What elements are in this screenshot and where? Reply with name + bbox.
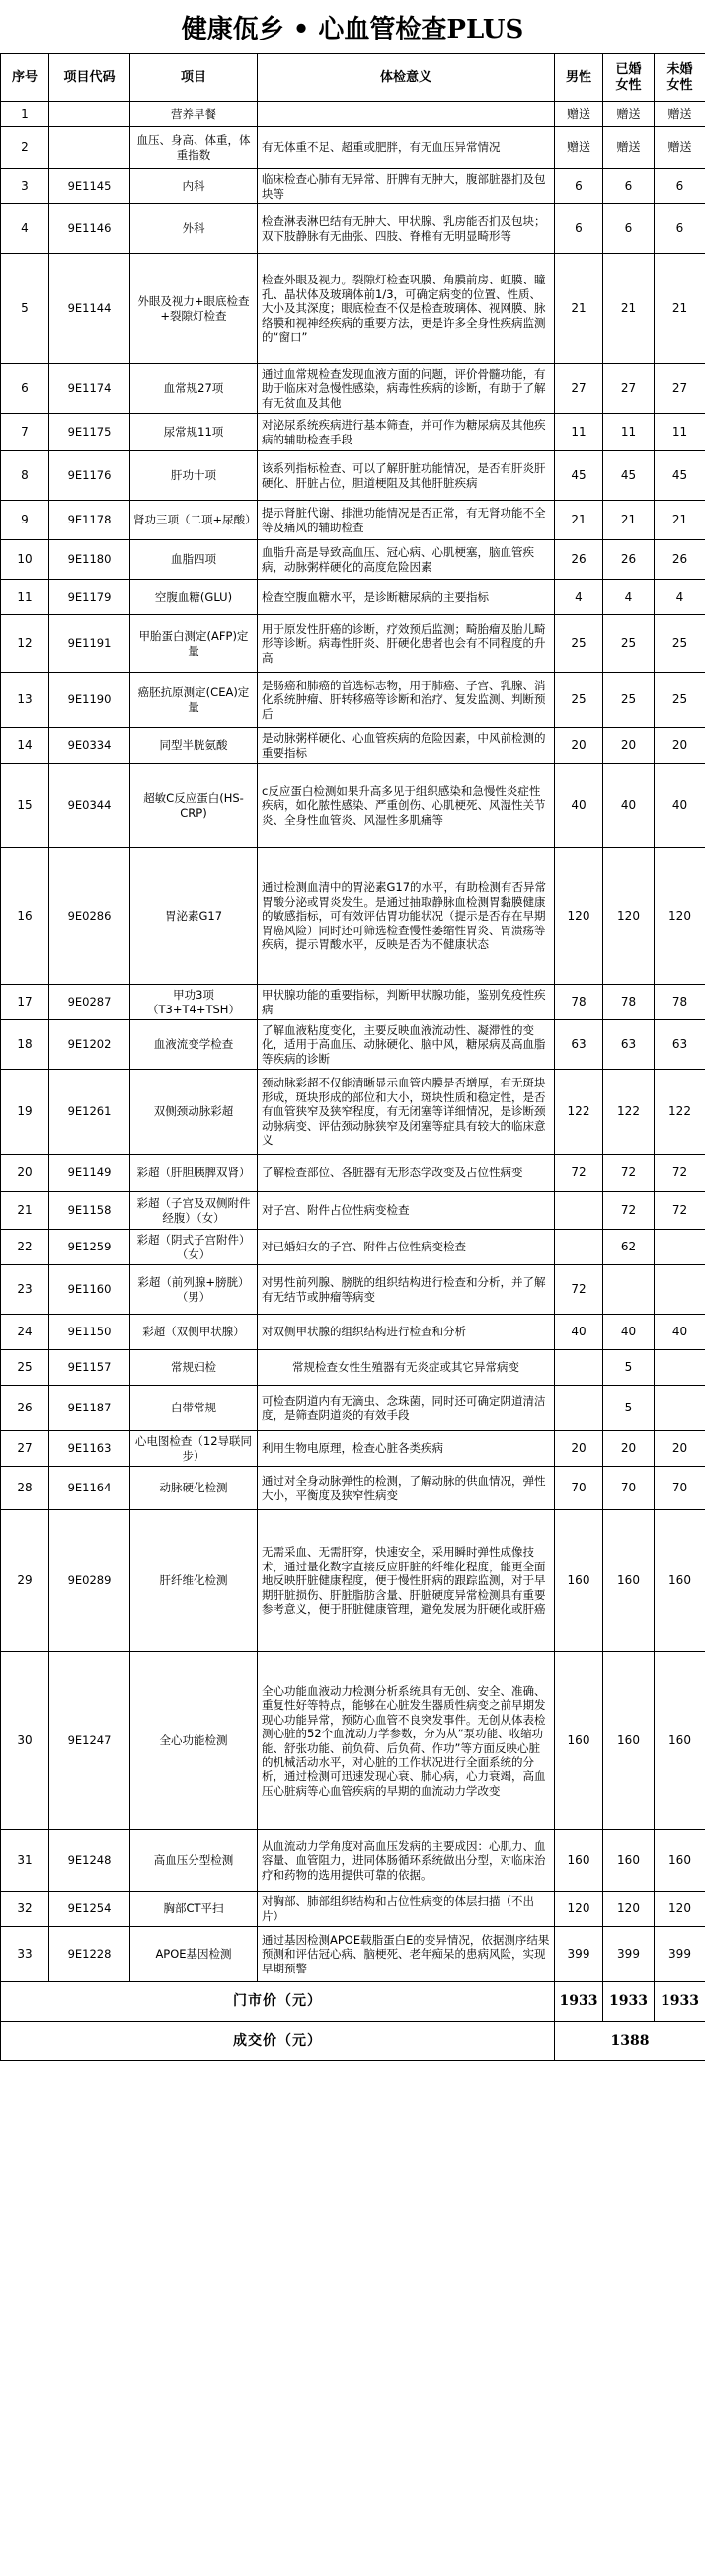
cell-male-price: 120 <box>555 1892 603 1927</box>
cell-item: 内科 <box>130 169 258 204</box>
cell-item: 甲功3项（T3+T4+TSH） <box>130 985 258 1020</box>
cell-no: 31 <box>1 1830 49 1892</box>
th-item: 项目 <box>130 54 258 102</box>
cell-unmarried-female-price: 27 <box>655 364 705 414</box>
cell-code: 9E1187 <box>49 1386 130 1431</box>
cell-item: 全心功能检测 <box>130 1652 258 1830</box>
table-row <box>1 1020 705 1070</box>
cell-item: 胃泌素G17 <box>130 848 258 985</box>
cell-item: 彩超（前列腺+膀胱）（男） <box>130 1265 258 1315</box>
cell-married-female-price: 5 <box>603 1350 655 1386</box>
cell-married-female-price: 122 <box>603 1070 655 1155</box>
cell-male-price: 20 <box>555 1431 603 1467</box>
cell-married-female-price: 21 <box>603 254 655 364</box>
door-price-married-female: 1933 <box>603 1982 655 2022</box>
cell-code: 9E1176 <box>49 451 130 501</box>
cell-married-female-price: 11 <box>603 414 655 451</box>
cell-married-female-price: 5 <box>603 1386 655 1431</box>
cell-male-price: 70 <box>555 1467 603 1510</box>
cell-married-female-price: 25 <box>603 673 655 728</box>
cell-unmarried-female-price: 63 <box>655 1020 705 1070</box>
cell-meaning: 从血流动力学角度对高血压发病的主要成因：心肌力、血容量、血管阻力，进同体肠循环系统做出分型，对临床治疗和药物的选用提供可靠的依据。 <box>258 1830 555 1892</box>
door-price-row <box>1 1982 705 2022</box>
cell-code: 9E1178 <box>49 501 130 540</box>
cell-item: 超敏C反应蛋白(HS-CRP) <box>130 764 258 848</box>
cell-married-female-price: 27 <box>603 364 655 414</box>
cell-meaning: 检查外眼及视力。裂隙灯检查巩膜、角膜前房、虹膜、瞳孔、晶状体及玻璃体前1/3，可确定病变的位置、性质、大小及其深度；眼底检查不仅是检查玻璃体、视网膜、脉络膜和视神经疾病的重要方法，更是许多全身性疾病监测的“窗口” <box>258 254 555 364</box>
door-price-unmarried-female: 1933 <box>655 1982 705 2022</box>
cell-item: 血常规27项 <box>130 364 258 414</box>
cell-married-female-price: 45 <box>603 451 655 501</box>
door-price-label: 门市价（元） <box>1 1982 555 2022</box>
cell-unmarried-female-price <box>655 1265 705 1315</box>
table-row <box>1 1386 705 1431</box>
cell-meaning: 可检查阴道内有无滴虫、念珠菌，同时还可确定阴道清洁度，是筛查阴道炎的有效手段 <box>258 1386 555 1431</box>
cell-married-female-price: 160 <box>603 1830 655 1892</box>
cell-no: 6 <box>1 364 49 414</box>
cell-meaning: 检查空腹血糖水平，是诊断糖尿病的主要指标 <box>258 580 555 615</box>
cell-meaning: c反应蛋白检测如果升高多见于组织感染和急慢性炎症性疾病，如化脓性感染、严重创伤、心肌梗死、风湿性关节炎、全身性血管炎、风湿性多肌痛等 <box>258 764 555 848</box>
cell-unmarried-female-price: 160 <box>655 1830 705 1892</box>
cell-married-female-price: 赠送 <box>603 102 655 127</box>
th-male: 男性 <box>555 54 603 102</box>
cell-no: 32 <box>1 1892 49 1927</box>
cell-meaning: 对双侧甲状腺的组织结构进行检查和分析 <box>258 1315 555 1350</box>
cell-code <box>49 102 130 127</box>
cell-married-female-price: 6 <box>603 204 655 254</box>
cell-no: 1 <box>1 102 49 127</box>
cell-item: 彩超（双侧甲状腺） <box>130 1315 258 1350</box>
cell-no: 10 <box>1 540 49 580</box>
cell-male-price: 72 <box>555 1155 603 1192</box>
table-row <box>1 1192 705 1230</box>
cell-meaning: 是动脉粥样硬化、心血管疾病的危险因素，中风前检测的重要指标 <box>258 728 555 764</box>
cell-unmarried-female-price: 21 <box>655 501 705 540</box>
cell-item: APOE基因检测 <box>130 1927 258 1982</box>
th-code: 项目代码 <box>49 54 130 102</box>
table-row <box>1 985 705 1020</box>
cell-male-price: 63 <box>555 1020 603 1070</box>
cell-code: 9E0344 <box>49 764 130 848</box>
cell-unmarried-female-price: 20 <box>655 1431 705 1467</box>
cell-code: 9E1164 <box>49 1467 130 1510</box>
table-row <box>1 540 705 580</box>
table-row <box>1 204 705 254</box>
cell-unmarried-female-price: 40 <box>655 764 705 848</box>
cell-married-female-price: 25 <box>603 615 655 673</box>
cell-code: 9E1160 <box>49 1265 130 1315</box>
cell-meaning: 甲状腺功能的重要指标，判断甲状腺功能，鉴别免疫性疾病 <box>258 985 555 1020</box>
cell-meaning: 是肠癌和肺癌的首选标志物，用于肺癌、子宫、乳腺、消化系统肿瘤、肝转移癌等诊断和治疗、复发监测、判断预后 <box>258 673 555 728</box>
cell-meaning: 颈动脉彩超不仅能清晰显示血管内膜是否增厚，有无斑块形成，斑块形成的部位和大小，斑块性质和稳定性，是否有血管狭窄及狭窄程度，有无闭塞等详细情况，是诊断颈动脉病变、评估颈动脉狭窄及闭塞等症具有较大的临床意义 <box>258 1070 555 1155</box>
cell-male-price: 40 <box>555 764 603 848</box>
table-row <box>1 254 705 364</box>
cell-unmarried-female-price: 45 <box>655 451 705 501</box>
cell-male-price: 21 <box>555 501 603 540</box>
cell-meaning: 对胸部、肺部组织结构和占位性病变的体层扫描（不出片） <box>258 1892 555 1927</box>
cell-male-price: 120 <box>555 848 603 985</box>
cell-no: 27 <box>1 1431 49 1467</box>
cell-unmarried-female-price: 40 <box>655 1315 705 1350</box>
cell-item: 同型半胱氨酸 <box>130 728 258 764</box>
cell-code: 9E1254 <box>49 1892 130 1927</box>
table-row <box>1 127 705 169</box>
cell-meaning: 提示肾脏代谢、排泄功能情况是否正常，有无肾功能不全等及痛风的辅助检查 <box>258 501 555 540</box>
cell-male-price <box>555 1230 603 1265</box>
cell-no: 30 <box>1 1652 49 1830</box>
cell-meaning: 通过检测血清中的胃泌素G17的水平，有助检测有否异常胃酸分泌或胃炎发生。是通过抽取静脉血检测胃黏膜健康的敏感指标，可有效评估胃功能状况（提示是否存在早期胃癌风险）同时还可筛选检查慢性萎缩性胃炎、胃溃疡等疾病，提示胃酸水平，反映是否为不健康状态 <box>258 848 555 985</box>
cell-married-female-price: 399 <box>603 1927 655 1982</box>
cell-male-price: 160 <box>555 1652 603 1830</box>
cell-no: 23 <box>1 1265 49 1315</box>
cell-no: 4 <box>1 204 49 254</box>
cell-male-price: 160 <box>555 1830 603 1892</box>
cell-meaning: 该系列指标检查、可以了解肝脏功能情况，是否有肝炎肝硬化、肝脏占位，胆道梗阻及其他肝脏疾病 <box>258 451 555 501</box>
table-row <box>1 1155 705 1192</box>
cell-no: 19 <box>1 1070 49 1155</box>
cell-no: 26 <box>1 1386 49 1431</box>
cell-item: 肾功三项（二项+尿酸） <box>130 501 258 540</box>
th-no: 序号 <box>1 54 49 102</box>
cell-no: 20 <box>1 1155 49 1192</box>
cell-male-price: 6 <box>555 169 603 204</box>
cell-married-female-price: 160 <box>603 1652 655 1830</box>
cell-unmarried-female-price: 120 <box>655 1892 705 1927</box>
cell-no: 14 <box>1 728 49 764</box>
cell-meaning: 全心功能血液动力检测分析系统具有无创、安全、准确、重复性好等特点，能够在心脏发生器质性病变之前早期发现心功能异常，预防心血管不良突发事件。无创从体表检测心脏的52个血流动力学参数，分为从“泵功能、收缩功能、舒张功能、前负荷、后负荷、作功”等方面反映心脏的机械活动水平，对心脏的工作状况进行全面系统的分析，通过检测可迅速发现心衰、肺心病，心力衰竭，高血压心脏病等心血管疾病的早期的血流动力学改变 <box>258 1652 555 1830</box>
cell-item: 高血压分型检测 <box>130 1830 258 1892</box>
cell-item: 胸部CT平扫 <box>130 1892 258 1927</box>
table-row <box>1 1315 705 1350</box>
cell-code: 9E1180 <box>49 540 130 580</box>
table-row <box>1 169 705 204</box>
cell-unmarried-female-price: 72 <box>655 1192 705 1230</box>
cell-code: 9E1150 <box>49 1315 130 1350</box>
table-row <box>1 1350 705 1386</box>
cell-unmarried-female-price: 399 <box>655 1927 705 1982</box>
cell-unmarried-female-price: 21 <box>655 254 705 364</box>
cell-item: 癌胚抗原测定(CEA)定量 <box>130 673 258 728</box>
table-row <box>1 364 705 414</box>
table-row <box>1 1892 705 1927</box>
cell-no: 5 <box>1 254 49 364</box>
cell-married-female-price: 赠送 <box>603 127 655 169</box>
cell-code <box>49 127 130 169</box>
cell-item: 肝功十项 <box>130 451 258 501</box>
deal-price-label: 成交价（元） <box>1 2022 555 2061</box>
cell-male-price: 399 <box>555 1927 603 1982</box>
cell-item: 白带常规 <box>130 1386 258 1431</box>
cell-male-price: 25 <box>555 615 603 673</box>
th-unmarried: 未婚 女性 <box>655 54 705 102</box>
cell-male-price: 45 <box>555 451 603 501</box>
cell-married-female-price: 26 <box>603 540 655 580</box>
cell-unmarried-female-price: 6 <box>655 169 705 204</box>
cell-unmarried-female-price: 120 <box>655 848 705 985</box>
cell-male-price: 40 <box>555 1315 603 1350</box>
cell-item: 甲胎蛋白测定(AFP)定量 <box>130 615 258 673</box>
table-header-row <box>1 54 705 102</box>
cell-meaning: 对泌尿系统疾病进行基本筛查，并可作为糖尿病及其他疾病的辅助检查手段 <box>258 414 555 451</box>
cell-male-price <box>555 1386 603 1431</box>
cell-code: 9E1157 <box>49 1350 130 1386</box>
cell-married-female-price: 78 <box>603 985 655 1020</box>
cell-item: 外科 <box>130 204 258 254</box>
cell-no: 2 <box>1 127 49 169</box>
cell-item: 血脂四项 <box>130 540 258 580</box>
cell-code: 9E1179 <box>49 580 130 615</box>
cell-code: 9E0287 <box>49 985 130 1020</box>
cell-meaning: 对子宫、附件占位性病变检查 <box>258 1192 555 1230</box>
cell-unmarried-female-price: 20 <box>655 728 705 764</box>
cell-no: 17 <box>1 985 49 1020</box>
cell-male-price: 27 <box>555 364 603 414</box>
table-row <box>1 1265 705 1315</box>
cell-unmarried-female-price: 26 <box>655 540 705 580</box>
cell-code: 9E0286 <box>49 848 130 985</box>
cell-unmarried-female-price: 赠送 <box>655 102 705 127</box>
cell-married-female-price: 62 <box>603 1230 655 1265</box>
cell-unmarried-female-price: 160 <box>655 1510 705 1652</box>
cell-unmarried-female-price: 72 <box>655 1155 705 1192</box>
table-row <box>1 764 705 848</box>
cell-meaning: 临床检查心肺有无异常、肝脾有无肿大，腹部脏器扪及包块等 <box>258 169 555 204</box>
cell-male-price: 26 <box>555 540 603 580</box>
cell-item: 动脉硬化检测 <box>130 1467 258 1510</box>
cell-no: 11 <box>1 580 49 615</box>
cell-meaning: 了解血液粘度变化，主要反映血液流动性、凝滞性的变化，适用于高血压、动脉硬化、脑中风，糖尿病及高血脂等疾病的诊断 <box>258 1020 555 1070</box>
cell-code: 9E1191 <box>49 615 130 673</box>
cell-meaning: 对男性前列腺、膀胱的组织结构进行检查和分析，并了解有无结节或肿瘤等病变 <box>258 1265 555 1315</box>
cell-no: 24 <box>1 1315 49 1350</box>
table-row <box>1 1467 705 1510</box>
cell-meaning <box>258 102 555 127</box>
cell-unmarried-female-price: 11 <box>655 414 705 451</box>
cell-item: 尿常规11项 <box>130 414 258 451</box>
cell-unmarried-female-price <box>655 1350 705 1386</box>
page-title: 健康佤乡 • 心血管检查PLUS <box>181 14 524 44</box>
th-married: 已婚 女性 <box>603 54 655 102</box>
cell-meaning: 用于原发性肝癌的诊断，疗效预后监测；畸胎瘤及胎儿畸形等诊断。病毒性肝炎、肝硬化患者也会有不同程度的升高 <box>258 615 555 673</box>
cell-male-price: 160 <box>555 1510 603 1652</box>
table-row <box>1 414 705 451</box>
cell-meaning: 通过基因检测APOE载脂蛋白E的变异情况，依据测序结果预测和评估冠心病、脑梗死、老年痴呆的患病风险，实现早期预警 <box>258 1927 555 1982</box>
cell-no: 15 <box>1 764 49 848</box>
cell-meaning: 通过对全身动脉弹性的检测，了解动脉的供血情况，弹性大小，平衡度及狭窄性病变 <box>258 1467 555 1510</box>
cell-meaning: 无需采血、无需肝穿，快速安全，采用瞬时弹性成像技术，通过量化数字直接反应肝脏的纤维化程度，能更全面地反映肝脏健康程度，便于慢性肝病的跟踪监测，对于早期肝脏损伤、肝脏脂肪含量、肝脏硬度异常检测具有重要参考意义，便于肝脏健康管理，避免发展为肝硬化或肝癌 <box>258 1510 555 1652</box>
table-row <box>1 1830 705 1892</box>
cell-no: 22 <box>1 1230 49 1265</box>
cell-meaning: 有无体重不足、超重或肥胖，有无血压异常情况 <box>258 127 555 169</box>
cell-no: 25 <box>1 1350 49 1386</box>
cell-male-price <box>555 1192 603 1230</box>
table-row <box>1 580 705 615</box>
table-row <box>1 1070 705 1155</box>
cell-code: 9E1247 <box>49 1652 130 1830</box>
cell-item: 彩超（肝胆胰脾双肾） <box>130 1155 258 1192</box>
cell-meaning: 通过血常规检查发现血液方面的问题，评价骨髓功能，有助于临床对急慢性感染，病毒性疾病的诊断，有助于了解有无贫血及其他 <box>258 364 555 414</box>
cell-meaning: 血脂升高是导致高血压、冠心病、心肌梗塞，脑血管疾病，动脉粥样硬化的高度危险因素 <box>258 540 555 580</box>
cell-item: 双侧颈动脉彩超 <box>130 1070 258 1155</box>
cell-married-female-price: 120 <box>603 848 655 985</box>
cell-no: 28 <box>1 1467 49 1510</box>
cell-item: 心电图检查（12导联同步） <box>130 1431 258 1467</box>
cell-code: 9E1259 <box>49 1230 130 1265</box>
cell-married-female-price <box>603 1265 655 1315</box>
cell-married-female-price: 120 <box>603 1892 655 1927</box>
cell-married-female-price: 40 <box>603 764 655 848</box>
cell-no: 3 <box>1 169 49 204</box>
cell-unmarried-female-price: 78 <box>655 985 705 1020</box>
door-price-male: 1933 <box>555 1982 603 2022</box>
cell-male-price: 4 <box>555 580 603 615</box>
cell-no: 29 <box>1 1510 49 1652</box>
cell-unmarried-female-price: 25 <box>655 673 705 728</box>
table-row <box>1 102 705 127</box>
table-row <box>1 673 705 728</box>
cell-unmarried-female-price: 25 <box>655 615 705 673</box>
cell-item: 彩超（阴式子宫附件）（女） <box>130 1230 258 1265</box>
cell-code: 9E1146 <box>49 204 130 254</box>
cell-no: 18 <box>1 1020 49 1070</box>
table-row <box>1 728 705 764</box>
cell-item: 常规妇检 <box>130 1350 258 1386</box>
cell-meaning: 对已婚妇女的子宫、附件占位性病变检查 <box>258 1230 555 1265</box>
table-row <box>1 451 705 501</box>
cell-married-female-price: 20 <box>603 1431 655 1467</box>
cell-code: 9E1202 <box>49 1020 130 1070</box>
cell-unmarried-female-price: 160 <box>655 1652 705 1830</box>
cell-no: 9 <box>1 501 49 540</box>
cell-married-female-price: 160 <box>603 1510 655 1652</box>
cell-meaning: 了解检查部位、各脏器有无形态学改变及占位性病变 <box>258 1155 555 1192</box>
cell-code: 9E1261 <box>49 1070 130 1155</box>
cell-male-price: 赠送 <box>555 127 603 169</box>
cell-no: 16 <box>1 848 49 985</box>
cell-code: 9E0334 <box>49 728 130 764</box>
cell-item: 血液流变学检查 <box>130 1020 258 1070</box>
cell-code: 9E1158 <box>49 1192 130 1230</box>
table-row <box>1 501 705 540</box>
cell-meaning: 检查淋表淋巴结有无肿大、甲状腺、乳房能否扪及包块；双下肢静脉有无曲张、四肢、脊椎有无明显畸形等 <box>258 204 555 254</box>
th-meaning: 体检意义 <box>258 54 555 102</box>
cell-meaning: 利用生物电原理，检查心脏各类疾病 <box>258 1431 555 1467</box>
cell-no: 33 <box>1 1927 49 1982</box>
cell-male-price: 6 <box>555 204 603 254</box>
cell-married-female-price: 6 <box>603 169 655 204</box>
cell-married-female-price: 4 <box>603 580 655 615</box>
cell-meaning: 常规检查女性生殖器有无炎症或其它异常病变 <box>258 1350 555 1386</box>
cell-item: 血压、身高、体重，体重指数 <box>130 127 258 169</box>
cell-code: 9E0289 <box>49 1510 130 1652</box>
cell-code: 9E1190 <box>49 673 130 728</box>
cell-item: 肝纤维化检测 <box>130 1510 258 1652</box>
cell-unmarried-female-price: 赠送 <box>655 127 705 169</box>
cell-item: 空腹血糖(GLU) <box>130 580 258 615</box>
cell-no: 12 <box>1 615 49 673</box>
cell-no: 7 <box>1 414 49 451</box>
cell-male-price: 11 <box>555 414 603 451</box>
cell-unmarried-female-price <box>655 1386 705 1431</box>
cell-male-price: 20 <box>555 728 603 764</box>
deal-price-row <box>1 2022 705 2061</box>
cell-unmarried-female-price: 70 <box>655 1467 705 1510</box>
cell-code: 9E1163 <box>49 1431 130 1467</box>
cell-item: 外眼及视力+眼底检查+裂隙灯检查 <box>130 254 258 364</box>
cell-code: 9E1228 <box>49 1927 130 1982</box>
table-row <box>1 1510 705 1652</box>
cell-no: 21 <box>1 1192 49 1230</box>
exam-items-table <box>0 53 705 2061</box>
cell-male-price: 78 <box>555 985 603 1020</box>
table-row <box>1 1652 705 1830</box>
cell-male-price <box>555 1350 603 1386</box>
cell-male-price: 25 <box>555 673 603 728</box>
cell-male-price: 21 <box>555 254 603 364</box>
cell-code: 9E1174 <box>49 364 130 414</box>
cell-no: 8 <box>1 451 49 501</box>
cell-married-female-price: 72 <box>603 1155 655 1192</box>
table-row <box>1 1431 705 1467</box>
cell-unmarried-female-price <box>655 1230 705 1265</box>
cell-male-price: 赠送 <box>555 102 603 127</box>
table-row <box>1 615 705 673</box>
cell-code: 9E1175 <box>49 414 130 451</box>
cell-married-female-price: 20 <box>603 728 655 764</box>
cell-unmarried-female-price: 6 <box>655 204 705 254</box>
cell-unmarried-female-price: 4 <box>655 580 705 615</box>
table-row <box>1 1230 705 1265</box>
cell-code: 9E1144 <box>49 254 130 364</box>
cell-male-price: 122 <box>555 1070 603 1155</box>
cell-married-female-price: 40 <box>603 1315 655 1350</box>
cell-code: 9E1145 <box>49 169 130 204</box>
cell-unmarried-female-price: 122 <box>655 1070 705 1155</box>
deal-price-value: 1388 <box>555 2022 705 2061</box>
table-row <box>1 848 705 985</box>
cell-item: 营养早餐 <box>130 102 258 127</box>
cell-married-female-price: 21 <box>603 501 655 540</box>
cell-code: 9E1248 <box>49 1830 130 1892</box>
cell-married-female-price: 72 <box>603 1192 655 1230</box>
table-row <box>1 1927 705 1982</box>
cell-code: 9E1149 <box>49 1155 130 1192</box>
cell-male-price: 72 <box>555 1265 603 1315</box>
cell-no: 13 <box>1 673 49 728</box>
cell-married-female-price: 63 <box>603 1020 655 1070</box>
cell-married-female-price: 70 <box>603 1467 655 1510</box>
cell-item: 彩超（子宫及双侧附件经腹）（女） <box>130 1192 258 1230</box>
